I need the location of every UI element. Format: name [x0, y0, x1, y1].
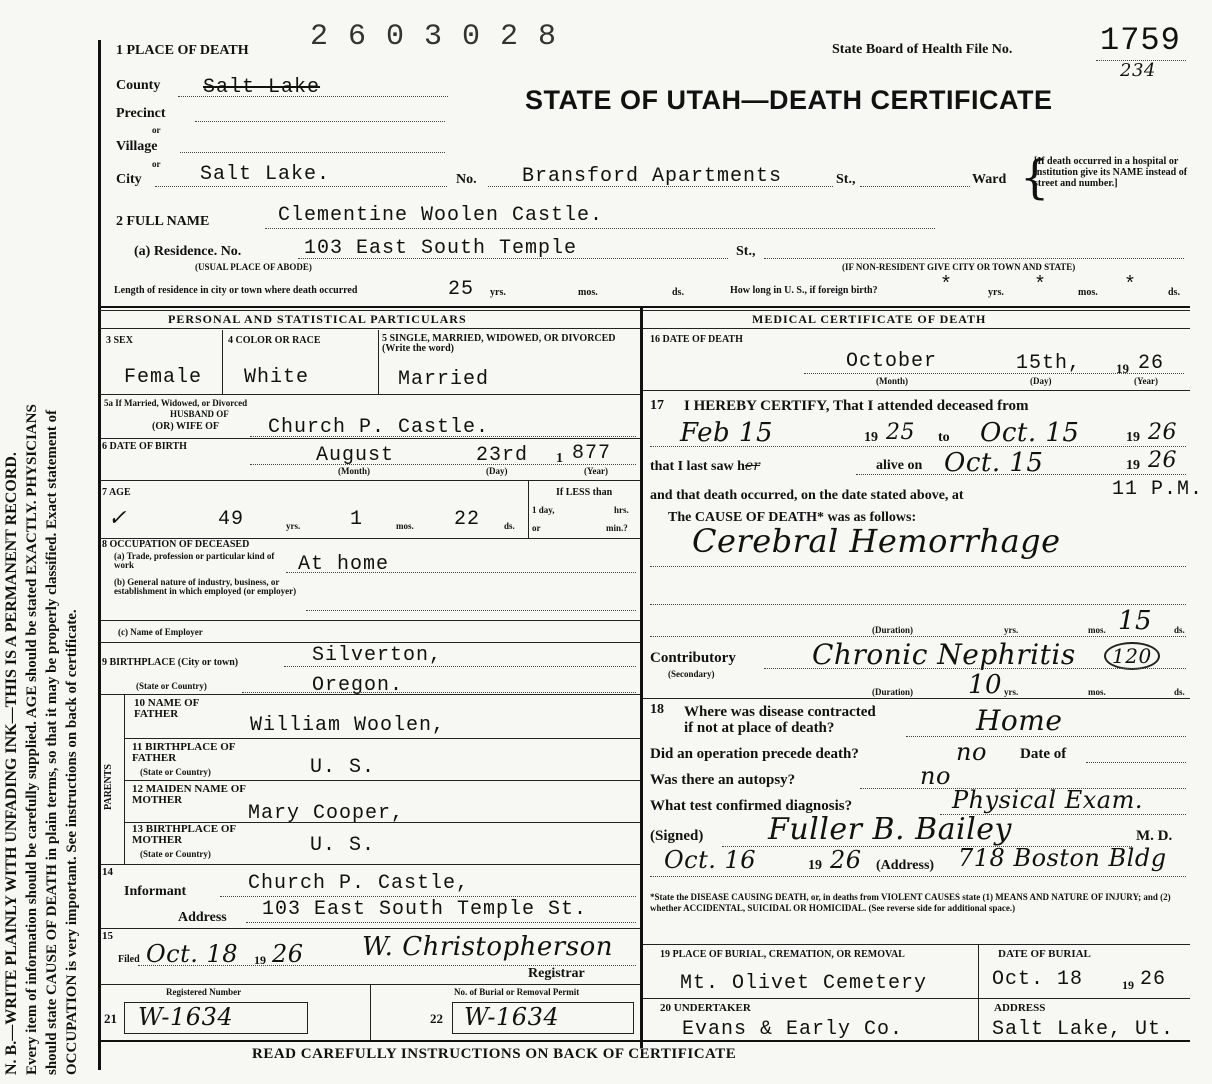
last-saw-her: er	[744, 458, 760, 474]
from-year: 25	[886, 420, 915, 445]
father-bp-sub: (State or Country)	[140, 767, 211, 777]
precinct-label: Precinct	[116, 106, 166, 121]
ward-brace: {	[1020, 150, 1050, 204]
operation-value: no	[956, 738, 987, 766]
age-mos-lbl: mos.	[396, 521, 414, 531]
age-label: 7 AGE	[102, 487, 131, 498]
marital-label: 5 SINGLE, MARRIED, WIDOWED, OR DIVORCED (Write the word)	[382, 333, 616, 354]
street-line	[488, 186, 833, 187]
birthplace-label: 9 BIRTHPLACE (City or town)	[102, 657, 239, 668]
burial-place: Mt. Olivet Cemetery	[680, 972, 928, 995]
file-no-label: State Board of Health File No.	[832, 42, 1013, 57]
registrar-signature: W. Christopherson	[362, 932, 613, 962]
reg-number-label: Registered Number	[166, 987, 242, 997]
father-label: 10 NAME OF FATHER	[134, 697, 199, 720]
autopsy-value: no	[920, 762, 951, 790]
row-11-rule	[124, 780, 640, 781]
city-label: City	[116, 172, 142, 187]
employer-label: (c) Name of Employer	[118, 627, 203, 637]
personal-header: PERSONAL AND STATISTICAL PARTICULARS	[168, 312, 467, 326]
contracted-label-2: if not at place of death?	[684, 720, 835, 736]
hrs-lbl: hrs.	[614, 505, 629, 515]
contracted-num: 18	[650, 702, 664, 717]
row-3-rule	[100, 394, 640, 395]
ward-note: [If death occurred in a hospital or institution give its NAME instead of street and number.]	[1034, 156, 1188, 189]
seen-19: 19	[1126, 458, 1140, 473]
dod-label: 16 DATE OF DEATH	[650, 334, 743, 345]
us-label: How long in U. S., if foreign birth?	[730, 285, 878, 296]
row-9-rule	[100, 694, 640, 695]
sex-value: Female	[124, 366, 203, 389]
residence-line	[298, 258, 728, 259]
full-name-value: Clementine Woolen Castle.	[278, 204, 604, 227]
occ-a-label: (a) Trade, profession or particular kind of work	[114, 551, 275, 570]
sex-divider	[222, 330, 223, 394]
father-bp-value: U. S.	[310, 756, 376, 779]
us-mos-lbl: mos.	[1078, 287, 1098, 298]
burial-place-label: 19 PLACE OF BURIAL, CREMATION, OR REMOVAL	[660, 949, 905, 960]
address-label: Address	[178, 910, 227, 925]
parents-divider	[124, 694, 125, 864]
contrib-mos: mos.	[1088, 687, 1106, 697]
certify-text: I HEREBY CERTIFY, That I attended deceased from	[684, 398, 1029, 414]
undertaker-address: Salt Lake, Ut.	[992, 1018, 1175, 1041]
operation-line	[1086, 762, 1186, 763]
date-of-label: Date of	[1020, 746, 1067, 762]
contracted-label-1: Where was disease contracted	[684, 704, 876, 720]
or-2: or	[152, 159, 161, 169]
file-no: 1759	[1100, 22, 1181, 59]
birthplace-state: Oregon.	[312, 674, 404, 697]
duration-mos: mos.	[1088, 625, 1106, 635]
signed-year: 26	[830, 846, 862, 874]
residence-rest-line	[764, 258, 1184, 259]
dob-label: 6 DATE OF BIRTH	[102, 441, 187, 452]
cause-line-1	[650, 566, 1186, 567]
dod-19: 19	[1116, 361, 1129, 376]
reg-number: W-1634	[138, 1003, 234, 1031]
personal-header-rule	[100, 328, 640, 329]
mother-bp-value: U. S.	[310, 834, 376, 857]
no-label: No.	[456, 172, 477, 187]
row-6-rule	[100, 480, 640, 481]
contrib-duration-value: 10	[968, 670, 1003, 700]
us-yrs: yrs.	[988, 287, 1004, 298]
age-ds-lbl: ds.	[504, 521, 515, 531]
dob-day-cap: (Day)	[486, 466, 508, 476]
ward-pre-line	[860, 186, 970, 187]
less-than: If LESS than	[556, 487, 613, 498]
residence-value: 103 East South Temple	[304, 237, 578, 260]
occ-line-2	[306, 610, 636, 611]
informant-label: Informant	[124, 884, 187, 899]
color-divider	[378, 330, 379, 394]
permit-label: No. of Burial or Removal Permit	[454, 987, 580, 997]
age-yrs-lbl: yrs.	[286, 521, 301, 531]
residence-st: St.,	[736, 244, 756, 259]
dob-month: August	[316, 444, 395, 467]
permit-idx: 22	[430, 1011, 443, 1026]
mother-bp-label: 13 BIRTHPLACE OF MOTHER	[132, 823, 236, 846]
age-years: 49	[218, 508, 245, 531]
color-value: White	[244, 366, 310, 389]
bp-state-label: (State or Country)	[136, 681, 207, 691]
spouse-value: Church P. Castle.	[268, 416, 490, 439]
length-mos: mos.	[578, 287, 598, 298]
filed-year: 26	[272, 940, 304, 968]
length-yrs: yrs.	[490, 287, 506, 298]
attended-to: Oct. 15	[980, 418, 1080, 448]
ward-label: Ward	[972, 172, 1007, 187]
footer-instructions: READ CAREFULLY INSTRUCTIONS ON BACK OF CERTIFICATE	[252, 1046, 737, 1062]
contributory-line	[764, 668, 1186, 669]
dod-month-cap: (Month)	[876, 376, 908, 386]
address-line	[246, 922, 636, 923]
row-17-rule	[643, 698, 1190, 699]
test-value: Physical Exam.	[952, 786, 1143, 814]
row-19-rule	[643, 998, 1190, 999]
usual-abode: (USUAL PLACE OF ABODE)	[195, 262, 312, 272]
nonresident-note: (IF NON-RESIDENT GIVE CITY OR TOWN AND STATE)	[842, 262, 1076, 272]
bp-state-line	[242, 692, 636, 693]
age-ds: 22	[454, 508, 481, 531]
last-seen: Oct. 15	[944, 448, 1044, 478]
place-of-death-label: 1 PLACE OF DEATH	[116, 43, 249, 58]
to-19: 19	[1126, 430, 1140, 445]
row-8c-rule	[100, 642, 640, 643]
duration-value: 15	[1118, 606, 1153, 636]
address-value: 103 East South Temple St.	[262, 898, 588, 921]
filed-19: 19	[254, 953, 266, 967]
father-bp-label: 11 BIRTHPLACE OF FATHER	[132, 741, 236, 764]
burial-divider	[978, 944, 979, 1040]
cause-label: The CAUSE OF DEATH* was as follows:	[668, 510, 917, 525]
age-check: ✓	[108, 506, 127, 531]
color-label: 4 COLOR OR RACE	[228, 335, 321, 346]
full-name-line	[265, 228, 935, 229]
reg-divider	[370, 984, 371, 1040]
village-line	[180, 152, 445, 153]
from-19: 19	[864, 430, 878, 445]
stamp-number: 2 6 0 3 0 2 8	[310, 20, 558, 54]
street-value: Bransford Apartments	[522, 165, 783, 188]
row-10-rule	[124, 738, 640, 739]
us-years: *	[940, 274, 954, 297]
seen-year: 26	[1148, 448, 1177, 473]
informant-value: Church P. Castle,	[248, 872, 470, 895]
duration-label: (Duration)	[872, 625, 913, 635]
md-label: M. D.	[1136, 828, 1173, 844]
dod-year-cap: (Year)	[1134, 376, 1158, 386]
to-year: 26	[1148, 420, 1177, 445]
dod-year: 26	[1138, 352, 1165, 375]
filed-date: Oct. 18	[146, 940, 239, 968]
alive-on: alive on	[876, 458, 923, 473]
min-lbl: min.?	[606, 523, 628, 533]
cause-value: Cerebral Hemorrhage	[692, 522, 1061, 560]
dob-day: 23rd	[476, 444, 529, 467]
duration-ds: ds.	[1174, 625, 1185, 635]
filed-label: Filed	[118, 954, 140, 965]
us-mos: *	[1034, 274, 1048, 297]
length-ds: ds.	[672, 287, 684, 298]
sex-label: 3 SEX	[106, 335, 133, 346]
footnote: *State the DISEASE CAUSING DEATH, or, in deaths from VIOLENT CAUSES state (1) MEANS AND NATURE OF INJURY; and (2) whether ACCIDENTAL, SUICIDAL OR HOMICIDAL. (See reverse side for additional space.)	[650, 892, 1171, 913]
registrar-label: Registrar	[528, 966, 585, 981]
operation-label: Did an operation precede death?	[650, 746, 859, 762]
full-name-label: 2 FULL NAME	[116, 214, 210, 229]
village-label: Village	[116, 139, 158, 154]
sidebar-instructions	[2, 15, 98, 1075]
burial-year: 26	[1140, 968, 1167, 991]
city-value: Salt Lake.	[200, 163, 331, 186]
birthplace-city: Silverton,	[312, 644, 443, 667]
precinct-line	[195, 121, 445, 122]
one-day: 1 day,	[532, 505, 555, 515]
us-ds-lbl: ds.	[1168, 287, 1180, 298]
dod-day-cap: (Day)	[1030, 376, 1052, 386]
autopsy-label: Was there an autopsy?	[650, 772, 796, 788]
medical-header-rule	[643, 328, 1190, 329]
length-years: 25	[448, 278, 475, 301]
occ-line-1	[286, 572, 636, 573]
secondary-label: (Secondary)	[668, 669, 715, 679]
undertaker-address-label: ADDRESS	[994, 1002, 1046, 1014]
occupation-value: At home	[298, 553, 390, 576]
sidebar-line-1: N. B.—WRITE PLAINLY WITH UNFADING INK—THIS IS A PERMANENT RECORD.	[3, 452, 20, 1075]
parents-label: PARENTS	[103, 764, 114, 810]
dob-year-cap: (Year)	[584, 466, 608, 476]
city-line	[155, 186, 447, 187]
certify-num: 17	[650, 398, 664, 413]
contrib-ds: ds.	[1174, 687, 1185, 697]
signed-19: 19	[808, 858, 822, 873]
spouse-label-1: 5a If Married, Widowed, or Divorced	[104, 398, 248, 408]
father-value: William Woolen,	[250, 714, 446, 737]
signed-label: (Signed)	[650, 828, 704, 844]
signed-address-label: (Address)	[876, 858, 935, 873]
time-value: 11 P.M.	[1112, 478, 1204, 501]
county-label: County	[116, 78, 161, 93]
signed-date: Oct. 16	[664, 846, 757, 874]
left-border	[98, 40, 101, 1070]
contrib-duration-label: (Duration)	[872, 687, 913, 697]
or-min: or	[532, 523, 541, 533]
permit-value: W-1634	[464, 1003, 560, 1031]
sidebar-line-2: Every item of information should be carefully supplied. AGE should be stated EXACTLY. PHYSICIANS	[24, 404, 40, 1075]
burial-date: Oct. 18	[992, 968, 1084, 991]
mother-label: 12 MAIDEN NAME OF MOTHER	[132, 783, 246, 806]
us-ds: *	[1124, 274, 1138, 297]
contrib-yrs: yrs.	[1004, 687, 1019, 697]
medical-header: MEDICAL CERTIFICATE OF DEATH	[752, 312, 987, 326]
sidebar-line-4: OCCUPATION is very important. See instructions on back of certificate.	[64, 609, 80, 1075]
mother-bp-sub: (State or Country)	[140, 849, 211, 859]
spouse-line	[250, 436, 636, 437]
reg-num-idx: 21	[104, 1011, 117, 1026]
mother-value: Mary Cooper,	[248, 802, 405, 825]
sidebar-line-3: should state CAUSE OF DEATH in plain terms, so that it may be properly classified. Exact statement of	[44, 409, 60, 1075]
row-14-rule	[100, 928, 640, 929]
certificate-title: STATE OF UTAH—DEATH CERTIFICATE	[525, 85, 1053, 115]
file-sub: 234	[1120, 60, 1156, 81]
duration-yrs: yrs.	[1004, 625, 1019, 635]
burial-19: 19	[1122, 978, 1134, 992]
personal-top-rule-2	[100, 310, 1190, 311]
dod-month: October	[846, 350, 938, 373]
contributory-label: Contributory	[650, 650, 736, 666]
dob-year-prefix: 1	[556, 451, 563, 466]
filed-num: 15	[102, 930, 113, 942]
attended-from: Feb 15	[680, 418, 773, 448]
burial-date-label: DATE OF BURIAL	[998, 948, 1091, 960]
county-value: Salt Lake	[203, 76, 321, 99]
occupation-label: 8 OCCUPATION OF DECEASED	[102, 539, 250, 550]
marital-value: Married	[398, 368, 490, 391]
row-8-rule	[100, 620, 640, 621]
spouse-label-2: HUSBAND OF	[170, 409, 229, 419]
signed-date-line	[650, 876, 1186, 877]
or-1: or	[152, 125, 161, 135]
dob-year: 877	[572, 442, 612, 465]
spouse-label-3: (OR) WIFE OF	[152, 421, 220, 432]
row-13-rule	[100, 864, 640, 865]
seen-line	[856, 474, 1186, 475]
last-saw-label	[650, 458, 760, 475]
test-label: What test confirmed diagnosis?	[650, 798, 853, 814]
dod-line	[804, 373, 1184, 374]
undertaker-label: 20 UNDERTAKER	[660, 1002, 751, 1014]
county-line	[178, 96, 448, 97]
row-5a-rule	[100, 438, 640, 439]
signed-value: Fuller B. Bailey	[768, 812, 1012, 847]
last-saw-text: that I last saw h	[650, 459, 745, 474]
to-label: to	[938, 430, 950, 445]
signed-address: 718 Boston Bldg	[958, 844, 1167, 872]
length-label: Length of residence in city or town where death occurred	[114, 285, 358, 296]
undertaker-value: Evans & Early Co.	[682, 1018, 904, 1041]
occ-b-label: (b) General nature of industry, business, or establishment in which employed (or employer)	[114, 577, 297, 596]
age-mos: 1	[350, 508, 364, 531]
residence-label: (a) Residence. No.	[134, 244, 242, 259]
contributory-value: Chronic Nephritis	[812, 638, 1076, 671]
st-label: St.,	[836, 172, 856, 187]
dod-day: 15th,	[1016, 352, 1082, 375]
dob-month-cap: (Month)	[338, 466, 370, 476]
cause-line-2	[650, 604, 1186, 605]
attended-line	[650, 446, 1186, 447]
age-divider	[528, 480, 529, 538]
personal-top-rule	[100, 306, 1190, 308]
informant-num: 14	[102, 866, 113, 878]
cause-line-3	[650, 636, 1186, 637]
row-16-rule	[643, 390, 1190, 391]
occurred-text: and that death occurred, on the date stated above, at	[650, 488, 964, 503]
dob-line	[250, 464, 636, 465]
contracted-line	[906, 736, 1186, 737]
contributory-code: 120	[1104, 642, 1160, 670]
contracted-value: Home	[976, 704, 1063, 737]
informant-line	[220, 896, 636, 897]
row-18-rule	[643, 944, 1190, 945]
bp-city-line	[284, 666, 636, 667]
center-divider	[640, 308, 643, 1048]
